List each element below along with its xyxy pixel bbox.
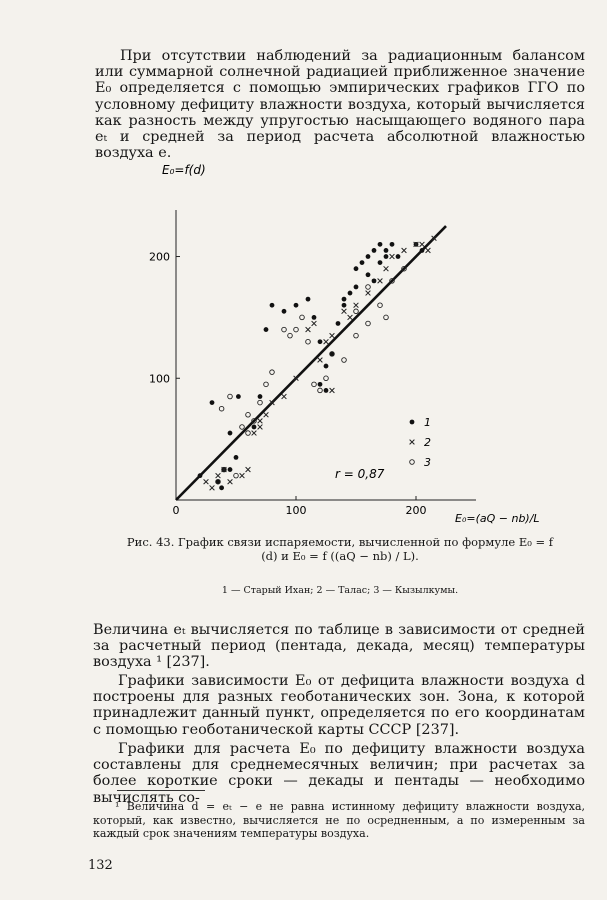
data-point-series-2 [354, 303, 359, 308]
data-point-series-2 [252, 431, 257, 436]
data-point-series-3 [258, 400, 263, 405]
data-point-series-3 [324, 376, 329, 381]
data-point-series-1 [318, 382, 323, 387]
data-point-series-1 [384, 248, 389, 253]
data-point-series-2 [282, 394, 287, 399]
data-point-series-1 [306, 297, 311, 302]
data-point-series-3 [234, 473, 239, 478]
x-tick-label: 0 [172, 504, 180, 517]
data-point-series-3 [366, 321, 371, 326]
legend-label-3: 3 [424, 456, 431, 469]
data-point-series-3 [246, 412, 251, 417]
data-point-series-1 [270, 303, 275, 308]
data-point-series-2 [378, 278, 383, 283]
data-point-series-2 [312, 321, 317, 326]
data-point-series-2 [258, 418, 263, 423]
data-point-series-1 [378, 260, 383, 265]
legend-marker-1 [410, 420, 415, 425]
chart-xlabel: E₀=(aQ − nb)/L [455, 512, 540, 525]
chart-axes [149, 210, 476, 517]
data-point-series-1 [198, 473, 203, 478]
data-point-series-2 [240, 473, 245, 478]
data-point-series-1 [219, 485, 224, 490]
data-point-series-1 [354, 285, 359, 290]
data-point-series-2 [390, 254, 395, 259]
data-point-series-3 [288, 333, 293, 338]
data-point-series-1 [348, 291, 353, 296]
data-point-series-1 [354, 266, 359, 271]
data-point-series-1 [342, 303, 347, 308]
figure-caption: Рис. 43. График связи испаряемости, вычисленной по формуле E₀ = f (d) и E₀ = f ((aQ − nb) / L). [126, 535, 554, 563]
data-point-series-3 [294, 327, 299, 332]
data-point-series-1 [324, 364, 329, 369]
x-tick-label: 100 [285, 504, 307, 517]
data-point-series-2 [324, 339, 329, 344]
data-point-series-2 [330, 333, 335, 338]
data-point-series-2 [420, 242, 425, 247]
data-point-series-1 [378, 242, 383, 247]
data-point-series-2 [264, 412, 269, 417]
data-point-series-2 [426, 248, 431, 253]
data-point-series-1 [318, 339, 323, 344]
data-point-series-3 [384, 315, 389, 320]
data-point-series-1 [336, 321, 341, 326]
data-point-series-3 [240, 425, 245, 430]
data-point-series-2 [342, 309, 347, 314]
data-point-series-2 [330, 388, 335, 393]
data-point-series-2 [366, 291, 371, 296]
data-point-series-3 [270, 370, 275, 375]
data-point-series-2 [306, 327, 311, 332]
legend-label-2: 2 [424, 436, 431, 449]
footnote: ¹ Величина d = eₜ − e не равна истинному дефициту влажности воздуха, который, как известно, вычисляется не по осредненным, а по измеренным за каждый срок значениям температуры воздуха. [93, 800, 585, 840]
page-number: 132 [88, 858, 113, 873]
data-point-series-1 [366, 254, 371, 259]
data-point-series-2 [384, 266, 389, 271]
data-point-series-3 [378, 303, 383, 308]
x-tick-label: 200 [405, 504, 427, 517]
data-point-series-3 [366, 285, 371, 290]
data-point-series-3 [282, 327, 287, 332]
paragraph-graphs-monthly: Графики для расчета E₀ по дефициту влажности воздуха составлены для среднемесячных величин; при расчетах за более короткие сроки — декады и пентады — необходимо вычислять со- [93, 741, 585, 806]
data-point-series-2 [246, 467, 251, 472]
data-point-series-1 [372, 278, 377, 283]
data-point-series-3 [354, 309, 359, 314]
data-point-series-3 [306, 339, 311, 344]
data-point-series-1 [228, 467, 233, 472]
data-point-series-3 [264, 382, 269, 387]
data-point-series-1 [252, 425, 257, 430]
legend-label-1: 1 [424, 416, 431, 429]
legend-marker-2 [410, 440, 415, 445]
data-point-series-2 [216, 473, 221, 478]
chart-legend [410, 416, 431, 469]
data-point-series-1 [342, 297, 347, 302]
y-tick-label: 100 [149, 372, 170, 386]
data-point-series-1 [420, 248, 425, 253]
data-point-series-1 [366, 272, 371, 277]
data-point-series-1 [360, 260, 365, 265]
data-point-series-3 [312, 382, 317, 387]
footnote-rule [117, 790, 205, 791]
data-point-series-2 [402, 248, 407, 253]
data-point-series-1 [372, 248, 377, 253]
data-point-series-1 [234, 455, 239, 460]
figure-legend-text: 1 — Старый Ихан; 2 — Талас; 3 — Кызылкумы. [221, 585, 459, 596]
data-point-series-2 [258, 425, 263, 430]
data-point-series-3 [246, 431, 251, 436]
data-point-series-3 [228, 394, 233, 399]
data-point-series-1 [236, 394, 241, 399]
data-point-series-2 [204, 479, 209, 484]
data-point-series-1 [228, 431, 233, 436]
y-tick-label: 200 [149, 250, 170, 264]
data-point-series-2 [348, 315, 353, 320]
paragraph-intro: При отсутствии наблюдений за радиационным балансом или суммарной солнечной радиацией приближенное значение E₀ определяется с помощью эмпирических графиков ГГО по условному дефициту влажности воздуха, который вычисляется как разность между упругостью насыщающего водяного пара eₜ и средней за период расчета абсолютной влажностью воздуха e. [95, 48, 585, 162]
data-point-series-1 [294, 303, 299, 308]
data-point-series-2 [210, 485, 215, 490]
data-point-series-3 [354, 333, 359, 338]
data-point-series-3 [318, 388, 323, 393]
data-point-series-2 [318, 358, 323, 363]
legend-marker-3 [410, 460, 415, 465]
data-point-series-1 [390, 242, 395, 247]
data-point-series-1 [384, 254, 389, 259]
scatter-chart [140, 160, 560, 535]
data-point-series-1 [396, 254, 401, 259]
chart-ylabel: E₀=f(d) [162, 163, 206, 177]
data-point-series-1 [282, 309, 287, 314]
data-point-series-1 [210, 400, 215, 405]
paragraph-et: Величина eₜ вычисляется по таблице в зависимости от средней за расчетный период (пентада, декада, месяц) температуры воздуха ¹ [237]. [93, 622, 585, 671]
data-point-series-3 [219, 406, 224, 411]
paragraph-graphs-zones: Графики зависимости E₀ от дефицита влажности воздуха d построены для разных геоботанических зон. Зона, к которой принадлежит данный пункт, определяется по его координатам с помощью геоботанической карты СССР [237]. [93, 673, 585, 738]
data-point-series-2 [228, 479, 233, 484]
data-point-series-1 [258, 394, 263, 399]
data-point-series-3 [342, 358, 347, 363]
data-point-series-1 [312, 315, 317, 320]
data-point-series-3 [300, 315, 305, 320]
data-point-series-1 [324, 388, 329, 393]
data-point-series-1 [264, 327, 269, 332]
chart-annotation: r = 0,87 [335, 467, 385, 481]
